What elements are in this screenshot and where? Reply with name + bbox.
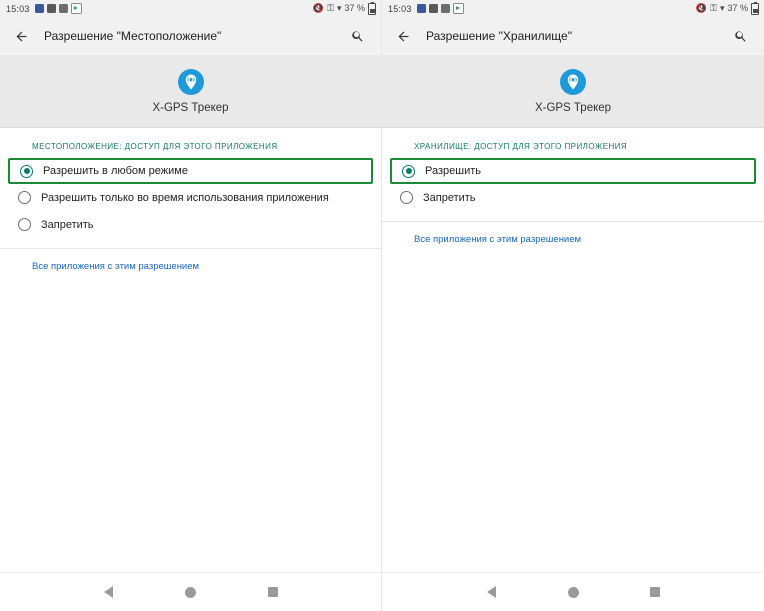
app-name: X-GPS Трекер xyxy=(534,101,612,114)
battery-icon xyxy=(368,3,376,15)
radio-deny[interactable] xyxy=(18,218,31,231)
play-icon xyxy=(453,3,464,14)
status-right-icons xyxy=(313,3,376,15)
facebook-icon xyxy=(35,4,44,13)
recents-nav-icon[interactable] xyxy=(644,581,666,603)
box-icon xyxy=(59,4,68,13)
home-nav-icon[interactable] xyxy=(180,581,202,603)
status-bar xyxy=(382,0,764,17)
vpn-key-icon: ⚿ xyxy=(327,3,334,13)
app-header xyxy=(382,55,764,128)
facebook-icon xyxy=(417,4,426,13)
page-title: Разрешение "Местоположение" xyxy=(44,29,222,43)
navigation-bar xyxy=(0,572,381,611)
option-allow-always[interactable] xyxy=(8,158,373,184)
status-left-icons xyxy=(417,3,464,14)
back-arrow-icon[interactable] xyxy=(8,23,34,49)
action-bar xyxy=(0,17,381,55)
permission-content xyxy=(382,128,764,611)
gps-tracker-icon xyxy=(560,69,586,95)
section-label: ХРАНИЛИЩЕ: ДОСТУП ДЛЯ ЭТОГО ПРИЛОЖЕНИЯ xyxy=(414,142,628,151)
divider xyxy=(0,248,381,249)
app-name: X-GPS Трекер xyxy=(152,101,229,114)
option-allow[interactable] xyxy=(390,158,756,184)
navigation-bar xyxy=(382,572,764,611)
recents-nav-icon[interactable] xyxy=(262,581,284,603)
note-icon xyxy=(429,4,438,13)
page-title: Разрешение "Хранилище" xyxy=(426,29,572,43)
silent-icon: 🔇 xyxy=(695,3,708,13)
option-label: Запретить xyxy=(423,191,476,204)
wifi-icon: ▾ xyxy=(719,3,725,13)
silent-icon: 🔇 xyxy=(312,3,325,13)
radio-allow-always[interactable] xyxy=(20,165,33,178)
home-nav-icon[interactable] xyxy=(562,581,584,603)
permission-content xyxy=(0,128,381,611)
battery-icon xyxy=(751,3,759,15)
option-deny[interactable] xyxy=(382,184,764,211)
wifi-icon: ▾ xyxy=(336,3,342,13)
play-icon xyxy=(71,3,82,14)
back-nav-icon[interactable] xyxy=(98,581,120,603)
permission-options xyxy=(0,158,381,238)
option-label: Разрешить xyxy=(425,165,481,177)
back-nav-icon[interactable] xyxy=(480,581,502,603)
option-label: Разрешить в любом режиме xyxy=(43,165,188,177)
status-left-icons xyxy=(35,3,82,14)
divider xyxy=(382,221,764,222)
note-icon xyxy=(47,4,56,13)
option-label: Запретить xyxy=(41,218,94,231)
all-apps-with-permission-link[interactable]: Все приложения с этим разрешением xyxy=(32,261,200,272)
option-allow-while-using[interactable] xyxy=(0,184,381,211)
section-label: МЕСТОПОЛОЖЕНИЕ: ДОСТУП ДЛЯ ЭТОГО ПРИЛОЖЕНИЯ xyxy=(32,142,278,151)
radio-allow[interactable] xyxy=(402,165,415,178)
permission-options xyxy=(382,158,764,211)
search-icon[interactable] xyxy=(728,23,754,49)
status-right-icons xyxy=(696,3,759,15)
app-header xyxy=(0,55,381,128)
search-icon[interactable] xyxy=(345,23,371,49)
back-arrow-icon[interactable] xyxy=(390,23,416,49)
radio-allow-while-using[interactable] xyxy=(18,191,31,204)
status-time: 15:03 xyxy=(6,3,30,14)
option-label: Разрешить только во время использования приложения xyxy=(41,191,329,204)
battery-percent-label: 37 % xyxy=(344,3,365,13)
box-icon xyxy=(441,4,450,13)
all-apps-with-permission-link[interactable]: Все приложения с этим разрешением xyxy=(414,234,582,245)
panel-storage-permission xyxy=(382,0,764,611)
option-deny[interactable] xyxy=(0,211,381,238)
battery-percent-label: 37 % xyxy=(727,3,748,13)
gps-tracker-icon xyxy=(178,69,204,95)
status-time: 15:03 xyxy=(388,3,412,14)
vpn-key-icon: ⚿ xyxy=(710,3,717,13)
action-bar xyxy=(382,17,764,55)
radio-deny[interactable] xyxy=(400,191,413,204)
status-bar xyxy=(0,0,381,17)
